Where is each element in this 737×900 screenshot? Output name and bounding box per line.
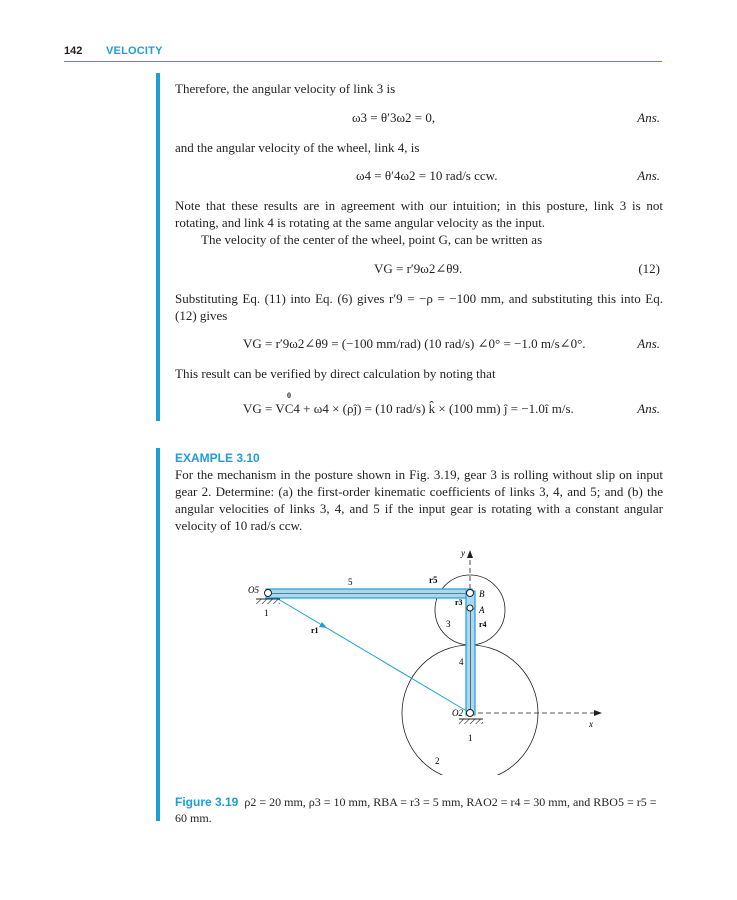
equation-omega4: ω4 = θ′4ω2 = 10 rad/s ccw.	[356, 168, 498, 183]
figure-caption-text: ρ2 = 20 mm, ρ3 = 10 mm, RBA = r3 = 5 mm, RAO2 = r4 = 30 mm, and RBO5 = r5 = 60 mm.	[175, 795, 657, 825]
label-r3: r3	[455, 598, 463, 607]
figure-caption-label: Figure 3.19	[175, 795, 239, 809]
paragraph-1: Therefore, the angular velocity of link 3 is	[175, 81, 396, 96]
ground-o5-hatch	[256, 599, 280, 604]
equation-omega3: ω3 = θ′3ω2 = 0,	[352, 110, 436, 125]
equation-vg: VG = r′9ω2∠θ9.	[374, 261, 463, 276]
label-o2: O2	[452, 708, 463, 718]
y-axis-arrow	[467, 550, 473, 558]
example-heading: EXAMPLE 3.10	[175, 451, 260, 465]
equation-vg-substituted: VG = r′9ω2∠θ9 = (−100 mm/rad) (10 rad/s) ∠0° = −1.0 m/s∠0°.	[243, 336, 586, 351]
label-a: A	[479, 605, 485, 615]
equation-vg-direct: VG = VC4 + ω4 × (ρĵ) = (10 rad/s) k̂ × (100 mm) ĵ = −1.0î m/s.	[243, 401, 574, 416]
paragraph-6: This result can be verified by direct calculation by noting that	[175, 366, 496, 381]
label-ground-left: 1	[264, 608, 269, 618]
label-link-3: 3	[446, 619, 451, 629]
pivot-b	[467, 590, 474, 597]
page-number: 142	[64, 45, 83, 57]
label-r4: r4	[479, 620, 487, 629]
label-gear-2: 2	[435, 756, 440, 766]
header-rule	[64, 61, 662, 62]
pivot-a	[467, 605, 473, 611]
figure-3-19	[230, 545, 610, 775]
label-link-5: 5	[348, 577, 353, 587]
r1-arrowhead	[319, 622, 327, 628]
r1-vector	[268, 593, 470, 713]
section-accent-bar	[156, 73, 160, 421]
equation-12-number: (12)	[638, 261, 660, 276]
equation-omega4-tag: Ans.	[637, 168, 660, 183]
figure-caption	[175, 794, 663, 826]
label-x: x	[589, 719, 593, 729]
pivot-o5	[265, 590, 272, 597]
equation-vg-substituted-tag: Ans.	[637, 336, 660, 351]
label-b: B	[479, 589, 485, 599]
chapter-title: VELOCITY	[106, 45, 163, 57]
label-link-4: 4	[459, 657, 464, 667]
pivot-o2	[467, 710, 474, 717]
ground-o2-hatch	[459, 719, 483, 724]
equation-omega3-tag: Ans.	[637, 110, 660, 125]
paragraph-2: and the angular velocity of the wheel, link 4, is	[175, 140, 420, 155]
paragraph-4: The velocity of the center of the wheel, point G, can be written as	[201, 232, 543, 247]
label-o5: O5	[248, 585, 259, 595]
equation-zero-annotation: 0	[287, 391, 291, 400]
label-r1: r1	[311, 626, 319, 635]
paragraph-5: Substituting Eq. (11) into Eq. (6) gives r′9 = −ρ = −100 mm, and substituting this into Eq. (12) gives	[175, 291, 663, 323]
equation-vg-direct-tag: Ans.	[637, 401, 660, 416]
paragraph-3: Note that these results are in agreement with our intuition; in this posture, link 3 is not rotating, and link 4 is rotating at the same angular velocity as the input.	[175, 198, 663, 230]
label-ground-right: 1	[468, 733, 473, 743]
example-accent-bar	[156, 448, 160, 821]
example-text: For the mechanism in the posture shown in Fig. 3.19, gear 3 is rolling without slip on input gear 2. Determine: (a) the first-order kinematic coefficients of links 3, 4, and 5; and (b) the angular velocities of links 3, 4, and 5 if the input gear is rotating with a constant angular velocity of 10 rad/s ccw.	[175, 467, 663, 533]
label-y: y	[461, 548, 465, 558]
label-r5: r5	[429, 575, 438, 585]
x-axis-arrow	[594, 710, 602, 716]
